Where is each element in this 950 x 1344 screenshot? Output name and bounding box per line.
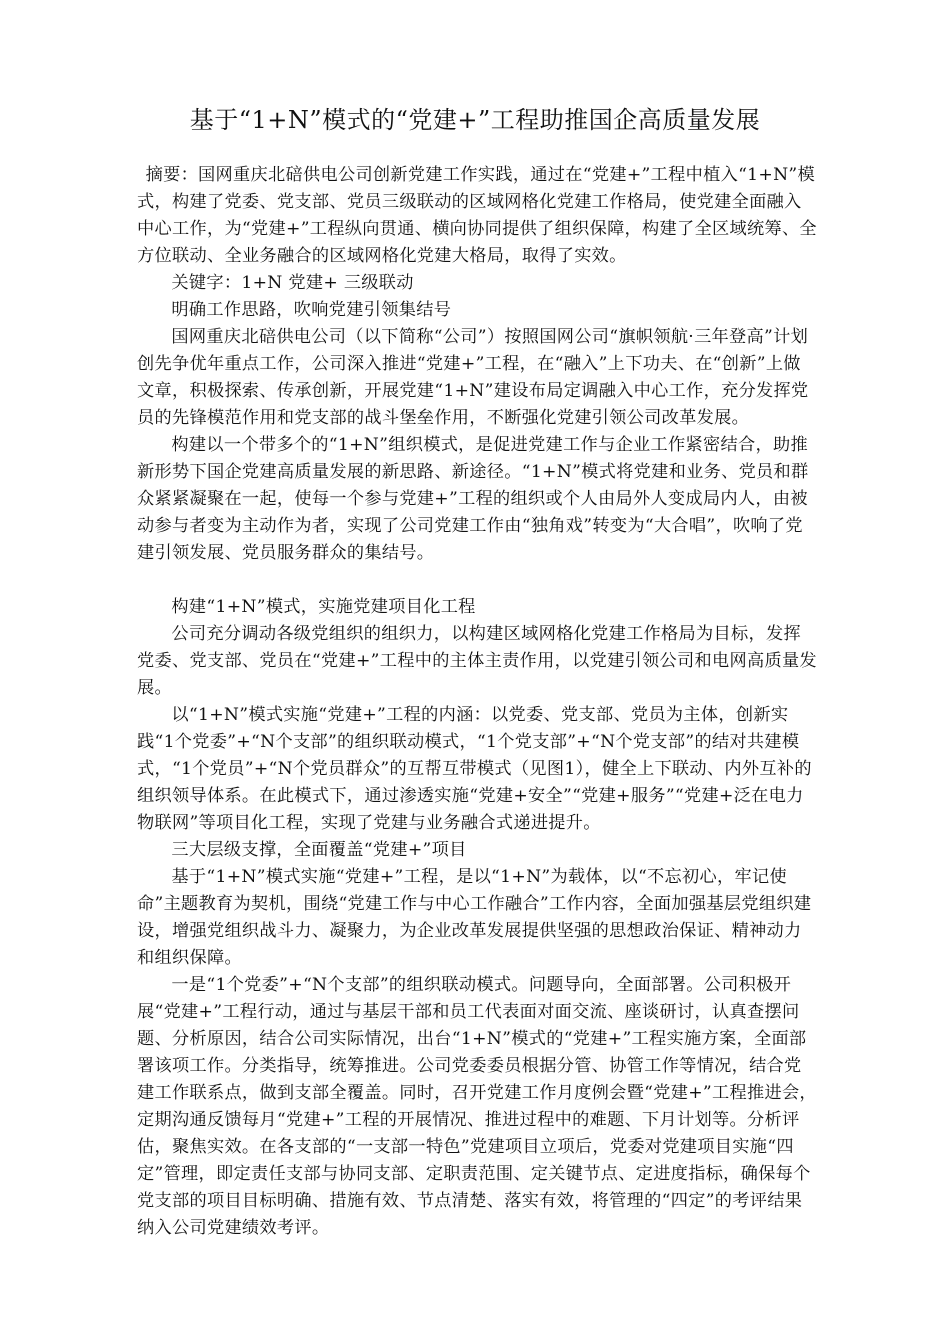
body-paragraph: 国网重庆北碚供电公司（以下简称“公司”）按照国网公司“旗帜领航·三年登高”计划创先争优年重点工作，公司深入推进“党建+”工程，在“融入”上下功夫、在“创新”上做文章，积极探索、传承创新，开展党建“1+N”建设布局定调融入中心工作，充分发挥党员的先锋模范作用和党支部的战斗堡垒作用，不断强化党建引领公司改革发展。 <box>137 327 809 428</box>
body-paragraph: 基于“1+N”模式实施“党建+”工程，是以“1+N”为载体，以“不忘初心，牢记使命”主题教育为契机，围绕“党建工作与中心工作融合”工作内容，全面加强基层党组织建设，增强党组织战斗力、凝聚力，为企业改革发展提供坚强的思想政治保证、精神动力和组织保障。 <box>137 867 812 968</box>
body-paragraph: 构建以一个带多个的“1+N”组织模式，是促进党建工作与企业工作紧密结合，助推新形势下国企党建高质量发展的新思路、新途径。“1+N”模式将党建和业务、党员和群众紧紧凝聚在一起，使每一个参与党建+”工程的组织或个人由局外人变成局内人，由被动参与者变为主动作为者，实现了公司党建工作由“独角戏”转变为“大合唱”，吹响了党建引领发展、党员服务群众的集结号。 <box>137 435 809 563</box>
body-paragraph: 以“1+N”模式实施“党建+”工程的内涵：以党委、党支部、党员为主体，创新实践“1个党委”+“N个支部”的组织联动模式，“1个党支部”+“N个党支部”的结对共建模式，“1个党员”+“N个党员群众”的互帮互带模式（见图1），健全上下联动、内外互补的组织领导体系。在此模式下，通过渗透实施“党建+安全”“党建+服务”“党建+泛在电力物联网”等项目化工程，实现了党建与业务融合式递进提升。 <box>137 705 812 833</box>
document-title: 基于“1+N”模式的“党建+”工程助推国企高质量发展 <box>189 106 761 134</box>
abstract-paragraph: 摘要：国网重庆北碚供电公司创新党建工作实践，通过在“党建+”工程中植入“1+N”模式，构建了党委、党支部、党员三级联动的区域网格化党建工作格局，使党建全面融入中心工作，为“党建+”工程纵向贯通、横向协同提供了组织保障，构建了全区域统筹、全方位联动、全业务融合的区域网格化党建大格局，取得了实效。 <box>137 165 817 266</box>
blank-line <box>137 567 817 594</box>
section-heading: 三大层级支撑，全面覆盖“党建+”项目 <box>171 840 467 860</box>
body-paragraph: 公司充分调动各级党组织的组织力，以构建区域网格化党建工作格局为目标，发挥党委、党支部、党员在“党建+”工程中的主体主责作用，以党建引领公司和电网高质量发展。 <box>137 624 817 698</box>
keywords-line: 关键字：1+N 党建+ 三级联动 <box>171 273 414 293</box>
section-heading: 明确工作思路，吹响党建引领集结号 <box>171 300 452 320</box>
body-paragraph: 一是“1个党委”+“N个支部”的组织联动模式。问题导向，全面部署。公司积极开展“党建+”工程行动，通过与基层干部和员工代表面对面交流、座谈研讨，认真查摆问题、分析原因，结合公司实际情况，出台“1+N”模式的“党建+”工程实施方案，全面部署该项工作。分类指导，统筹推进。公司党委委员根据分管、协管工作等情况，结合党建工作联系点，做到支部全覆盖。同时，召开党建工作月度例会暨“党建+”工程推进会，定期沟通反馈每月“党建+”工程的开展情况、推进过程中的难题、下月计划等。分析评估，聚焦实效。在各支部的“一支部一特色”党建项目立项后，党委对党建项目实施“四定”管理，即定责任支部与协同支部、定职责范围、定关键节点、定进度指标，确保每个党支部的项目目标明确、措施有效、节点清楚、落实有效，将管理的“四定”的考评结果纳入公司党建绩效考评。 <box>137 975 817 1238</box>
section-heading: 构建“1+N”模式，实施党建项目化工程 <box>171 597 476 617</box>
document-body <box>137 162 817 1242</box>
